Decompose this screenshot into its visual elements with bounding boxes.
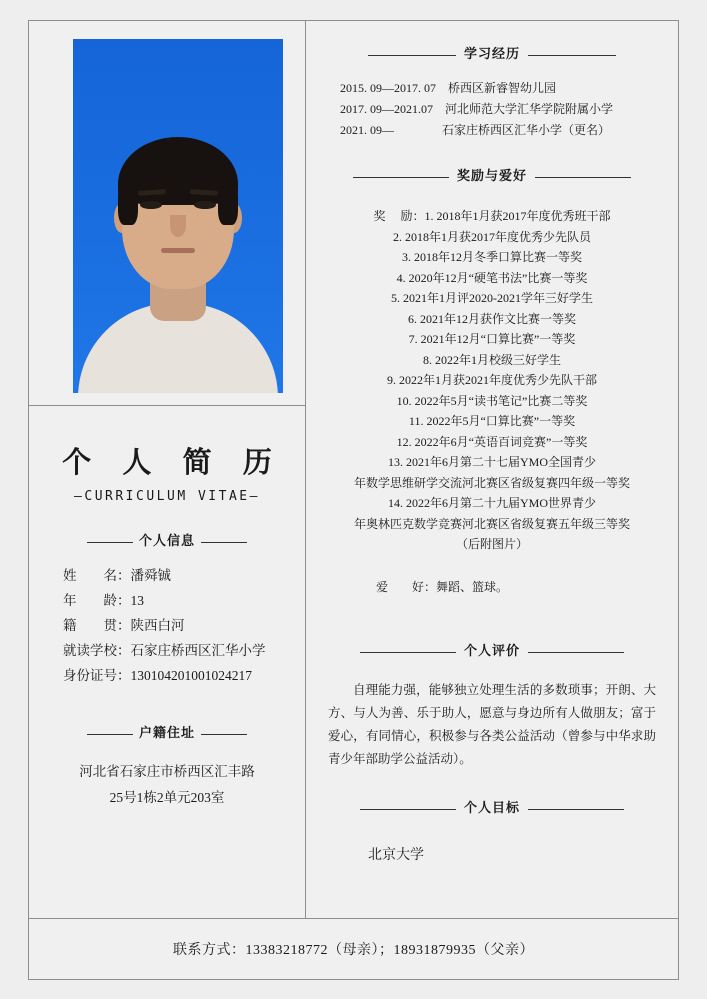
info-value-origin: 陕西白河 <box>130 618 185 633</box>
info-row <box>63 563 285 588</box>
award-item-note: （后附图片） <box>455 537 528 551</box>
awards-lead-label: 奖 励： <box>373 209 425 223</box>
rule-right <box>528 809 624 810</box>
resume-columns <box>29 21 678 919</box>
page-subtitle: —CURRICULUM VITAE— <box>74 489 260 504</box>
evaluation-text: 自理能力强，能够独立处理生活的多数琐事；开朗、大方、与人为善、乐于助人，愿意与身边所有人做朋友；富于爱心，有同情心，积极参与各类公益活动（曾参与中华求助青少年部助学公益活动）。 <box>328 683 656 766</box>
rule-right <box>201 542 247 543</box>
info-row <box>63 638 285 663</box>
hobby-label: 爱 好： <box>376 580 437 594</box>
left-column <box>29 21 306 919</box>
info-label-school: 就读学校： <box>63 643 131 658</box>
rule-right <box>528 652 624 653</box>
resume-sheet <box>28 20 679 980</box>
evaluation-heading-text: 个人评价 <box>463 643 520 658</box>
rule-right <box>535 177 631 178</box>
rule-right <box>201 734 247 735</box>
portrait-hair <box>118 137 238 205</box>
portrait-eye-right <box>194 201 216 209</box>
awards-heading-text: 奖励与爱好 <box>456 168 527 183</box>
award-item: 12. 2022年6月“英语百词竞赛”一等奖 <box>396 434 588 449</box>
rule-left <box>368 55 456 56</box>
award-item: 2. 2018年1月获2017年度优秀少先队员 <box>392 229 591 244</box>
award-item-cont: 年数学思维研学交流河北赛区省级复赛四年级一等奖 <box>353 475 630 490</box>
education-heading <box>322 43 662 62</box>
info-label-origin: 籍 贯： <box>63 618 131 633</box>
awards-list <box>322 200 662 618</box>
rule-left <box>87 734 133 735</box>
award-item: 7. 2021年12月“口算比赛”一等奖 <box>408 332 576 346</box>
education-row: 2015. 09—2017. 07 桥西区新睿智幼儿园 <box>340 81 557 95</box>
hobby-row <box>326 557 658 619</box>
info-label-age: 年 龄： <box>63 593 131 608</box>
personal-info-heading-text: 个人信息 <box>138 533 195 548</box>
award-item-cont: 年奥林匹克数学竞赛河北赛区省级复赛五年级三等奖 <box>353 516 630 531</box>
award-item: 6. 2021年12月获作文比赛一等奖 <box>407 311 576 326</box>
hobby-value: 舞蹈、篮球。 <box>436 580 509 594</box>
award-item: 9. 2022年1月获2021年度优秀少先队干部 <box>386 373 597 387</box>
title-block <box>29 406 305 504</box>
info-value-id: 130104201001024217 <box>130 668 252 683</box>
award-item: 11. 2022年5月“口算比赛”一等奖 <box>408 414 576 428</box>
rule-right <box>528 55 616 56</box>
rule-left <box>360 809 456 810</box>
address-heading <box>29 722 305 741</box>
awards-lead-row <box>326 206 658 227</box>
education-heading-text: 学习经历 <box>463 46 520 61</box>
awards-heading <box>322 165 662 184</box>
award-item: 10. 2022年5月“读书笔记”比赛二等奖 <box>396 393 588 408</box>
award-item: 13. 2021年6月第二十七届YMO全国青少 <box>387 455 596 469</box>
portrait-mouth <box>161 248 195 253</box>
info-value-name: 潘舜铖 <box>130 568 171 583</box>
footer-contact <box>29 918 678 979</box>
evaluation-heading <box>322 640 662 659</box>
address-line: 25号1栋2单元203室 <box>109 790 225 805</box>
education-list <box>322 78 662 141</box>
info-row <box>63 588 285 613</box>
address-block <box>29 755 305 811</box>
education-row: 2021. 09— 石家庄桥西区汇华小学（更名） <box>340 123 611 137</box>
award-item: 8. 2022年1月校级三好学生 <box>422 352 561 367</box>
goal-heading <box>322 797 662 816</box>
contact-text: 联系方式：13383218772（母亲）；18931879935（父亲） <box>173 943 534 958</box>
goal-heading-text: 个人目标 <box>463 800 520 815</box>
right-column <box>306 21 678 919</box>
portrait-photo <box>73 39 283 393</box>
award-item: 5. 2021年1月评2020-2021学年三好学生 <box>391 291 593 305</box>
photo-frame <box>29 21 305 406</box>
address-heading-text: 户籍住址 <box>138 725 195 740</box>
info-row <box>63 613 285 638</box>
personal-info-list <box>29 563 305 688</box>
rule-left <box>87 542 133 543</box>
info-label-id: 身份证号： <box>63 668 131 683</box>
page-title: 个 人 简 历 <box>62 447 284 479</box>
award-item: 1. 2018年1月获2017年度优秀班干部 <box>424 209 611 223</box>
award-item: 3. 2018年12月冬季口算比赛一等奖 <box>401 250 582 264</box>
portrait-nose <box>170 215 186 237</box>
education-row: 2017. 09—2021.07 河北师范大学汇华学院附属小学 <box>340 102 614 116</box>
info-value-age: 13 <box>130 593 144 608</box>
goal-text: 北京大学 <box>368 848 424 863</box>
info-label-name: 姓 名： <box>63 568 131 583</box>
personal-info-heading <box>29 530 305 549</box>
portrait-eye-left <box>140 201 162 209</box>
address-line: 河北省石家庄市桥西区汇丰路 <box>79 764 255 779</box>
info-row <box>63 663 285 688</box>
award-item: 4. 2020年12月“硬笔书法”比赛一等奖 <box>396 270 588 285</box>
rule-left <box>353 177 449 178</box>
award-item: 14. 2022年6月第二十九届YMO世界青少 <box>387 496 596 510</box>
rule-left <box>360 652 456 653</box>
info-value-school: 石家庄桥西区汇华小学 <box>130 643 266 658</box>
